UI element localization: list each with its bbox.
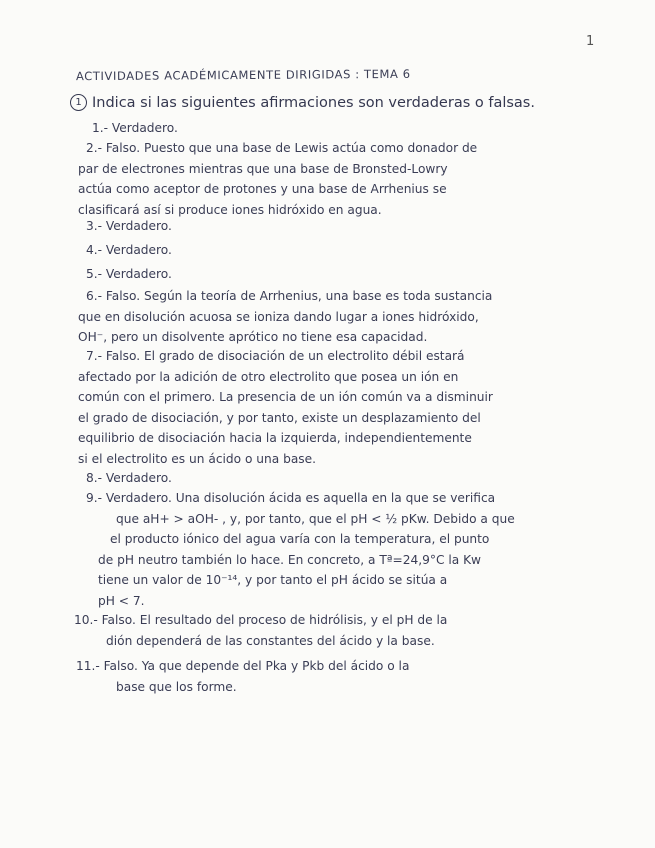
answer-item-4 <box>86 240 172 261</box>
page-title: ACTIVIDADES ACADÉMICAMENTE DIRIGIDAS : TEMA 6 <box>75 66 411 84</box>
answer-line: equilibrio de disociación hacia la izquierda, independientemente <box>78 431 472 445</box>
answer-line: clasificará así si produce iones hidróxido en agua. <box>78 202 382 217</box>
exercise-number-circle: 1 <box>70 94 87 111</box>
answer-line: tiene un valor de 10⁻¹⁴, y por tanto el pH ácido se sitúa a <box>98 573 448 587</box>
answer-item-9 <box>86 488 515 611</box>
answer-line: 3.- Verdadero. <box>86 219 172 233</box>
page-number: 1 <box>586 34 595 49</box>
answer-line: 6.- Falso. Según la teoría de Arrhenius, una base es toda sustancia <box>86 289 493 303</box>
answer-item-8 <box>86 468 172 489</box>
answer-line: si el electrolito es un ácido o una base. <box>78 451 317 466</box>
answer-line: 9.- Verdadero. Una disolución ácida es aquella en la que se verifica <box>86 491 496 505</box>
answer-line: 1.- Verdadero. <box>92 121 178 135</box>
answer-line: 7.- Falso. El grado de disociación de un electrolito débil estará <box>86 349 465 363</box>
answer-item-11 <box>76 656 409 697</box>
answer-line: el producto iónico del agua varía con la temperatura, el punto <box>110 532 490 546</box>
answer-line: 11.- Falso. Ya que depende del Pka y Pkb del ácido o la <box>76 659 410 673</box>
answer-line: par de electrones mientras que una base de Bronsted-Lowry <box>78 161 448 176</box>
answer-line: 10.- Falso. El resultado del proceso de hidrólisis, y el pH de la <box>74 613 448 627</box>
answer-line: dión dependerá de las constantes del ácido y la base. <box>106 633 435 648</box>
answer-line: pH < 7. <box>98 593 145 608</box>
answer-line: 4.- Verdadero. <box>86 243 172 257</box>
answer-line: base que los forme. <box>116 679 237 694</box>
answer-line: OH⁻, pero un disolvente aprótico no tiene esa capacidad. <box>78 330 428 344</box>
answer-line: que en disolución acuosa se ioniza dando lugar a iones hidróxido, <box>78 309 479 324</box>
answer-item-3 <box>86 216 172 237</box>
answer-line: que aH+ > aOH- , y, por tanto, que el pH < ½ pKw. Debido a que <box>116 511 515 526</box>
answer-item-2 <box>78 138 478 220</box>
answer-line: de pH neutro también lo hace. En concreto, a Tª=24,9°C la Kw <box>98 552 482 567</box>
answer-line: afectado por la adición de otro electrolito que posea un ión en <box>78 369 459 384</box>
answer-line: 5.- Verdadero. <box>86 267 172 281</box>
answer-item-5 <box>86 264 172 285</box>
exercise-statement: Indica si las siguientes afirmaciones son verdaderas o falsas. <box>92 94 535 111</box>
answer-line: 2.- Falso. Puesto que una base de Lewis actúa como donador de <box>86 141 478 155</box>
answer-item-1 <box>92 118 178 139</box>
exercise-intro <box>70 94 590 111</box>
answer-line: actúa como aceptor de protones y una base de Arrhenius se <box>78 182 447 196</box>
answer-item-10 <box>74 610 447 651</box>
answer-item-6 <box>78 286 493 348</box>
answer-item-7 <box>78 346 493 469</box>
answer-line: común con el primero. La presencia de un ión común va a disminuir <box>78 390 493 404</box>
answer-line: el grado de disociación, y por tanto, existe un desplazamiento del <box>78 410 481 425</box>
answer-line: 8.- Verdadero. <box>86 471 172 485</box>
